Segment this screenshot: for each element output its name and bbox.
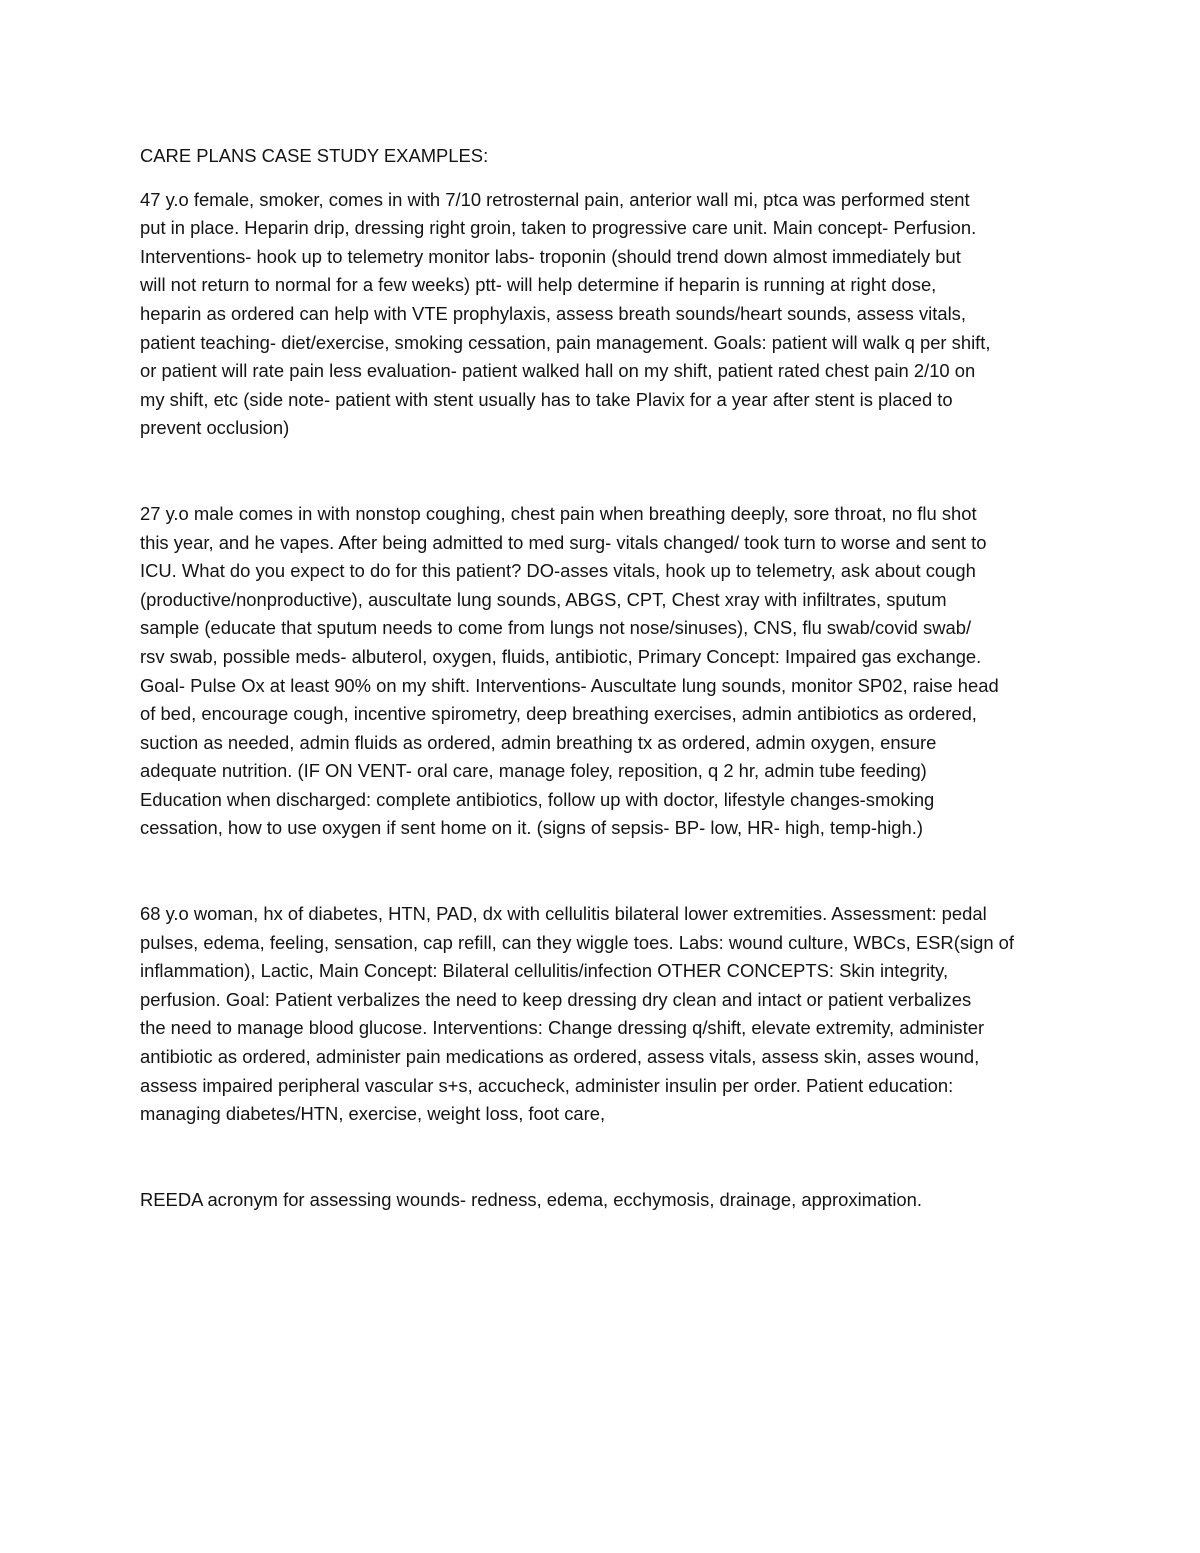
case3-line: 68 y.o woman, hx of diabetes, HTN, PAD, dx with cellulitis bilateral lower extremities. Assessment: pedal [140, 903, 987, 925]
case3-line: antibiotic as ordered, administer pain medications as ordered, assess vitals, assess skin, asses wound, [140, 1046, 980, 1068]
case3-line: managing diabetes/HTN, exercise, weight loss, foot care, [140, 1103, 606, 1125]
case2-line: Education when discharged: complete antibiotics, follow up with doctor, lifestyle changes-smoking [140, 788, 935, 810]
case2-line: 27 y.o male comes in with nonstop coughing, chest pain when breathing deeply, sore throat, no flu shot [140, 502, 977, 524]
document-heading: CARE PLANS CASE STUDY EXAMPLES: [140, 145, 489, 166]
case-study-1 [140, 186, 1065, 443]
paragraph-spacer [140, 843, 1065, 900]
case3-line: pulses, edema, feeling, sensation, cap refill, can they wiggle toes. Labs: wound culture, WBCs, ESR(sign of [140, 931, 1015, 953]
case2-line: cessation, how to use oxygen if sent home on it. (signs of sepsis- BP- low, HR- high, temp-high.) [140, 817, 923, 839]
case3-line: inflammation), Lactic, Main Concept: Bilateral cellulitis/infection OTHER CONCEPTS: Skin integrity, [140, 960, 949, 982]
document-body [140, 142, 1065, 1214]
reeda-note [140, 1186, 1065, 1215]
case2-line: Goal- Pulse Ox at least 90% on my shift. Interventions- Auscultate lung sounds, monitor SP02, raise head [140, 674, 999, 696]
case1-line: will not return to normal for a few weeks) ptt- will help determine if heparin is running at right dose, [140, 274, 937, 296]
paragraph-spacer [140, 1129, 1065, 1186]
case2-line: ICU. What do you expect to do for this patient? DO-asses vitals, hook up to telemetry, ask about cough [140, 560, 976, 582]
case2-line: suction as needed, admin fluids as ordered, admin breathing tx as ordered, admin oxygen, ensure [140, 731, 937, 753]
case2-line: this year, and he vapes. After being admitted to med surg- vitals changed/ took turn to worse and sent to [140, 531, 987, 553]
case2-line: of bed, encourage cough, incentive spirometry, deep breathing exercises, admin antibiotics as ordered, [140, 703, 977, 725]
case3-line: perfusion. Goal: Patient verbalizes the need to keep dressing dry clean and intact or patient verbalizes [140, 988, 972, 1010]
case3-line: assess impaired peripheral vascular s+s, accucheck, administer insulin per order. Patient education: [140, 1074, 954, 1096]
case2-line: rsv swab, possible meds- albuterol, oxygen, fluids, antibiotic, Primary Concept: Impaired gas exchange. [140, 645, 982, 667]
case1-line: heparin as ordered can help with VTE prophylaxis, assess breath sounds/heart sounds, assess vitals, [140, 302, 966, 324]
reeda-note-line: REEDA acronym for assessing wounds- redness, edema, ecchymosis, drainage, approximation. [140, 1188, 922, 1210]
case1-line: my shift, etc (side note- patient with stent usually has to take Plavix for a year after stent is placed to [140, 388, 953, 410]
case1-line: or patient will rate pain less evaluation- patient walked hall on my shift, patient rated chest pain 2/10 on [140, 360, 976, 382]
case3-line: the need to manage blood glucose. Interventions: Change dressing q/shift, elevate extremity, administer [140, 1017, 985, 1039]
case2-line: adequate nutrition. (IF ON VENT- oral care, manage foley, reposition, q 2 hr, admin tube feeding) [140, 760, 927, 782]
paragraph-spacer [140, 443, 1065, 500]
case-study-3 [140, 900, 1065, 1129]
case1-line: patient teaching- diet/exercise, smoking cessation, pain management. Goals: patient will walk q per shift, [140, 331, 991, 353]
case2-line: sample (educate that sputum needs to come from lungs not nose/sinuses), CNS, flu swab/covid swab/ [140, 617, 972, 639]
case-study-2 [140, 500, 1065, 843]
case1-line: Interventions- hook up to telemetry monitor labs- troponin (should trend down almost immediately but [140, 245, 961, 267]
case1-line: prevent occlusion) [140, 417, 290, 439]
case1-line: 47 y.o female, smoker, comes in with 7/10 retrosternal pain, anterior wall mi, ptca was performed stent [140, 188, 970, 210]
case2-line: (productive/nonproductive), auscultate lung sounds, ABGS, CPT, Chest xray with infiltrates, sputum [140, 588, 947, 610]
case1-line: put in place. Heparin drip, dressing right groin, taken to progressive care unit. Main concept- Perfusion. [140, 217, 977, 239]
